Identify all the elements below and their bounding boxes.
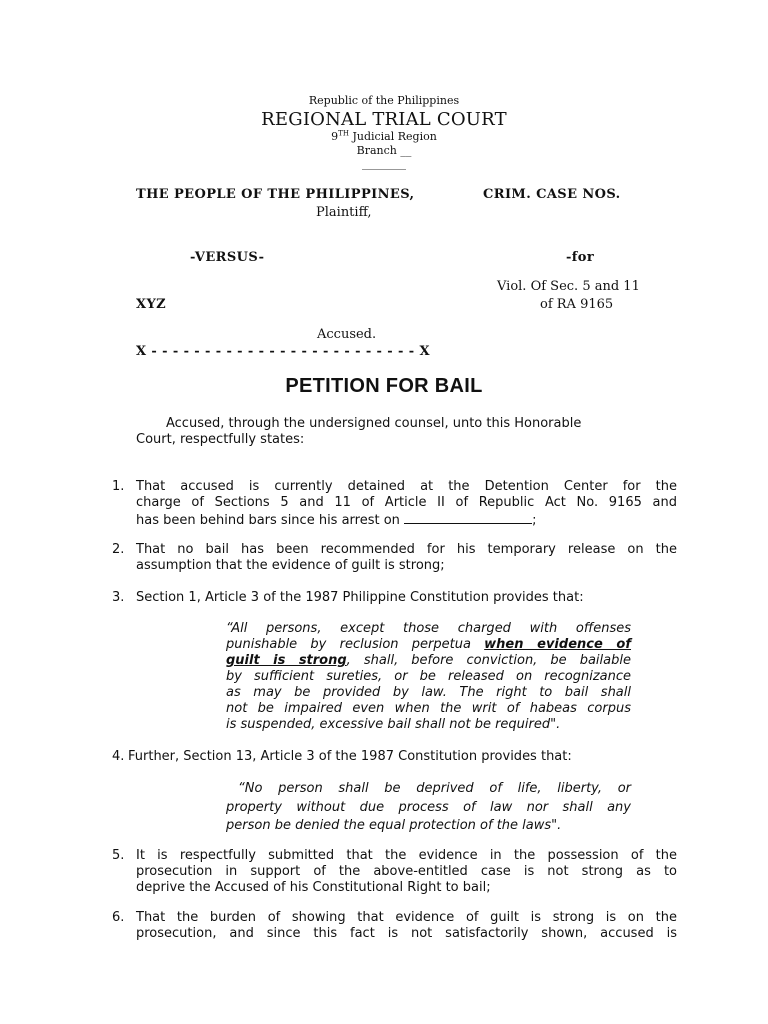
accused-role: Accused. bbox=[317, 327, 377, 342]
item-1-line-3-text: has been behind bars since his arrest on bbox=[136, 513, 400, 528]
item-3-number: 3. bbox=[112, 590, 125, 605]
item-2-line-1: That no bail has been recommended for his temporary release on the bbox=[136, 542, 677, 557]
region-text: Judicial Region bbox=[352, 130, 437, 143]
violation-line-1: Viol. Of Sec. 5 and 11 bbox=[497, 279, 640, 294]
quote-2-line-2: property without due process of law nor shall any bbox=[226, 800, 631, 815]
republic-line: Republic of the Philippines bbox=[308, 94, 460, 107]
quote-2-line-1: “No person shall be deprived of life, liberty, or bbox=[238, 781, 631, 796]
item-5-number: 5. bbox=[112, 848, 125, 863]
region-ordinal: TH bbox=[338, 129, 349, 138]
emphasis-evidence: when evidence of bbox=[484, 637, 632, 652]
quote-1-line-2 bbox=[226, 637, 631, 653]
quote-1-line-7: is suspended, excessive bail shall not be required". bbox=[226, 717, 561, 732]
intro-line-2: Court, respectfully states: bbox=[136, 432, 305, 447]
judicial-region bbox=[0, 130, 768, 143]
item-3-line-1: Section 1, Article 3 of the 1987 Philippine Constitution provides that: bbox=[136, 590, 584, 605]
versus-label: -VERSUS- bbox=[190, 250, 265, 265]
item-2-number: 2. bbox=[112, 542, 125, 557]
item-6-number: 6. bbox=[112, 910, 125, 925]
caption-divider: X - - - - - - - - - - - - - - - - - - - - - - - - - X bbox=[136, 344, 430, 359]
item-5-line-1: It is respectfully submitted that the evidence in the possession of the bbox=[136, 848, 677, 863]
branch-line: Branch __ bbox=[356, 144, 412, 157]
item-4-number: 4. bbox=[112, 749, 125, 764]
court-name: REGIONAL TRIAL COURT bbox=[261, 109, 507, 130]
quote-1-line-5: as may be provided by law. The right to bail shall bbox=[226, 685, 631, 700]
header-rule: ________ bbox=[362, 157, 406, 170]
item-4-line-1: Further, Section 13, Article 3 of the 1987 Constitution provides that: bbox=[128, 749, 572, 764]
item-1-number: 1. bbox=[112, 479, 125, 494]
item-1-line-2: charge of Sections 5 and 11 of Article II of Republic Act No. 9165 and bbox=[136, 495, 677, 510]
case-numbers-label: CRIM. CASE NOS. bbox=[483, 187, 621, 202]
item-6-line-1: That the burden of showing that evidence of guilt is strong is on the bbox=[136, 910, 677, 925]
item-6-line-2: prosecution, and since this fact is not satisfactorily shown, accused is bbox=[136, 926, 677, 941]
intro-line-1: Accused, through the undersigned counsel, unto this Honorable bbox=[166, 416, 582, 431]
plaintiff-role: Plaintiff, bbox=[316, 205, 372, 220]
quote-1-line-4: by sufficient sureties, or be released on recognizance bbox=[226, 669, 631, 684]
for-label: -for bbox=[566, 250, 595, 265]
quote-1-line-2-text: punishable by reclusion perpetua bbox=[226, 637, 471, 652]
quote-1-line-6: not be impaired even when the writ of habeas corpus bbox=[226, 701, 631, 716]
quote-1-line-3-text: , shall, before conviction, be bailable bbox=[346, 653, 631, 668]
plaintiff-name: THE PEOPLE OF THE PHILIPPINES, bbox=[136, 187, 415, 202]
quote-2-line-3: person be denied the equal protection of the laws". bbox=[226, 818, 562, 833]
item-2-line-2: assumption that the evidence of guilt is strong; bbox=[136, 558, 445, 573]
document-title: PETITION FOR BAIL bbox=[285, 375, 483, 397]
emphasis-guilt: guilt is strong bbox=[226, 653, 347, 668]
violation-line-2: of RA 9165 bbox=[540, 297, 614, 312]
item-5-line-2: prosecution in support of the above-entitled case is not strong as to bbox=[136, 864, 677, 879]
region-number: 9 bbox=[331, 130, 339, 143]
accused-name: XYZ bbox=[136, 297, 167, 312]
item-1-line-3-end: ; bbox=[532, 513, 537, 528]
quote-1-line-3 bbox=[226, 653, 631, 669]
quote-1-line-1: “All persons, except those charged with offenses bbox=[226, 621, 631, 636]
item-1-line-1: That accused is currently detained at the Detention Center for the bbox=[136, 479, 677, 494]
item-5-line-3: deprive the Accused of his Constitutional Right to bail; bbox=[136, 880, 491, 895]
item-1-line-3 bbox=[136, 511, 536, 529]
arrest-date-blank bbox=[404, 511, 532, 524]
